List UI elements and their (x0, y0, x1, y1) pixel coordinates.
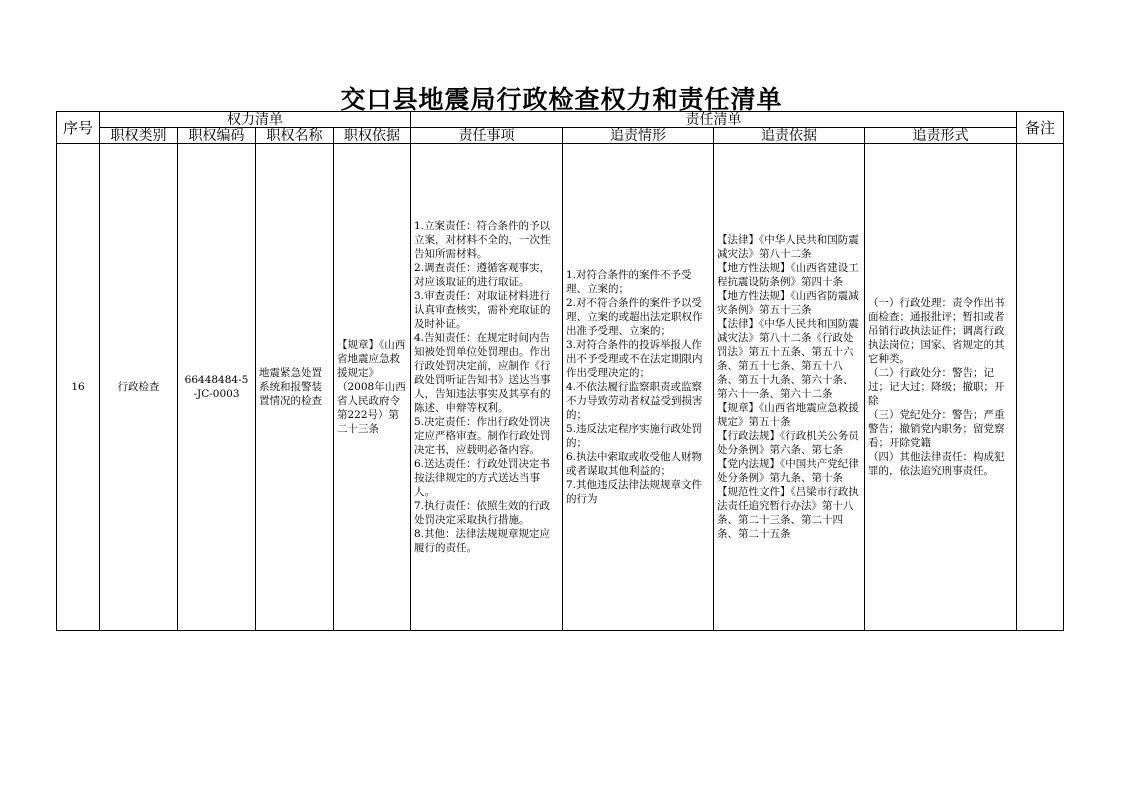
header-accountability-basis: 追责依据 (714, 128, 865, 144)
header-duty-items: 责任事项 (411, 128, 563, 144)
header-power-name: 职权名称 (256, 128, 334, 144)
header-power-list: 权力清单 (100, 112, 411, 128)
header-power-type: 职权类别 (100, 128, 178, 144)
power-responsibility-table (56, 111, 1064, 631)
header-power-code: 职权编码 (178, 128, 256, 144)
cell-power-name: 地震紧急处置系统和报警装置情况的检查 (256, 144, 334, 631)
cell-power-basis: 【规章】《山西省地震应急救援规定》（2008年山西省人民政府令第222号）第二十三条 (334, 144, 411, 631)
header-accountability-cases: 追责情形 (563, 128, 714, 144)
table-row (57, 144, 1064, 631)
cell-accountability-cases: 1.对符合条件的案件不予受理、立案的； 2.对不符合条件的案件予以受理、立案的或超出法定职权作出准予受理、立案的； 3.对符合条件的投诉举报人作出不予受理或不在法定期限内作出受理决定的； 4.不依法履行监察职责或监察不力导致劳动者权益受到损害的； 5.违反法定程序实施行政处罚的； 6.执法中索取或收受他人财物或者谋取其他利益的； 7.其他违反法律法规规章文件的行为 (563, 144, 714, 631)
cell-accountability-form: （一）行政处理：责令作出书面检查；通报批评；暂扣或者吊销行政执法证件；调离行政执法岗位；国家、省规定的其它种类。 （二）行政处分：警告；记过；记大过；降级；撤职；开除 （三）党纪处分：警告；严重警告；撤销党内职务；留党察看；开除党籍 （四）其他法律责任：构成犯罪的，依法追究刑事责任。 (865, 144, 1017, 631)
cell-accountability-basis: 【法律】《中华人民共和国防震减灾法》第八十二条 【地方性法规】《山西省建设工程抗震设防条例》第四十条【地方性法规】《山西省防震减灾条例》第五十三条 【法律】《中华人民共和国防震减灾法》第八十二条《行政处罚法》第五十五条、第五十六条、第五十七条、第五十八条、第五十九条、第六十条、第六十一条、第六十二条 【规章】《山西省地震应急救援规定》第五十条 【行政法规】《行政机关公务员处分条例》第六条、第七条 【党内法规】《中国共产党纪律处分条例》第九条、第十条 【规范性文件】《吕梁市行政执法责任追究暂行办法》第十八条、第二十三条、第二十四条、第二十五条 (714, 144, 865, 631)
header-accountability-form: 追责形式 (865, 128, 1017, 144)
header-responsibility-list: 责任清单 (411, 112, 1017, 128)
cell-remarks (1017, 144, 1064, 631)
cell-seq: 16 (57, 144, 100, 631)
page-title: 交口县地震局行政检查权力和责任清单 (340, 85, 783, 114)
cell-duty-items: 1.立案责任：符合条件的予以立案，对材料不全的，一次性告知所需材料。 2.调查责任：遵循客观事实，对应该取证的进行取证。 3.审查责任：对取证材料进行认真审查核实，需补充取证的及时补证。 4.告知责任：在规定时间内告知被处罚单位处罚理由。作出行政处罚决定前，应制作《行政处罚听证告知书》送达当事人，告知违法事实及其享有的陈述、申辩等权利。 5.决定责任：作出行政处罚决定应严格审查。制作行政处罚决定书，应载明必备内容。 6.送达责任：行政处罚决定书按法律规定的方式送达当事人。 7.执行责任：依照生效的行政处罚决定采取执行措施。 8.其他：法律法规规章规定应履行的责任。 (411, 144, 563, 631)
cell-power-code: 66448484-5-JC-0003 (178, 144, 256, 631)
header-seq: 序号 (57, 112, 100, 144)
header-power-basis: 职权依据 (334, 128, 411, 144)
header-remarks: 备注 (1017, 112, 1064, 144)
cell-power-type: 行政检查 (100, 144, 178, 631)
